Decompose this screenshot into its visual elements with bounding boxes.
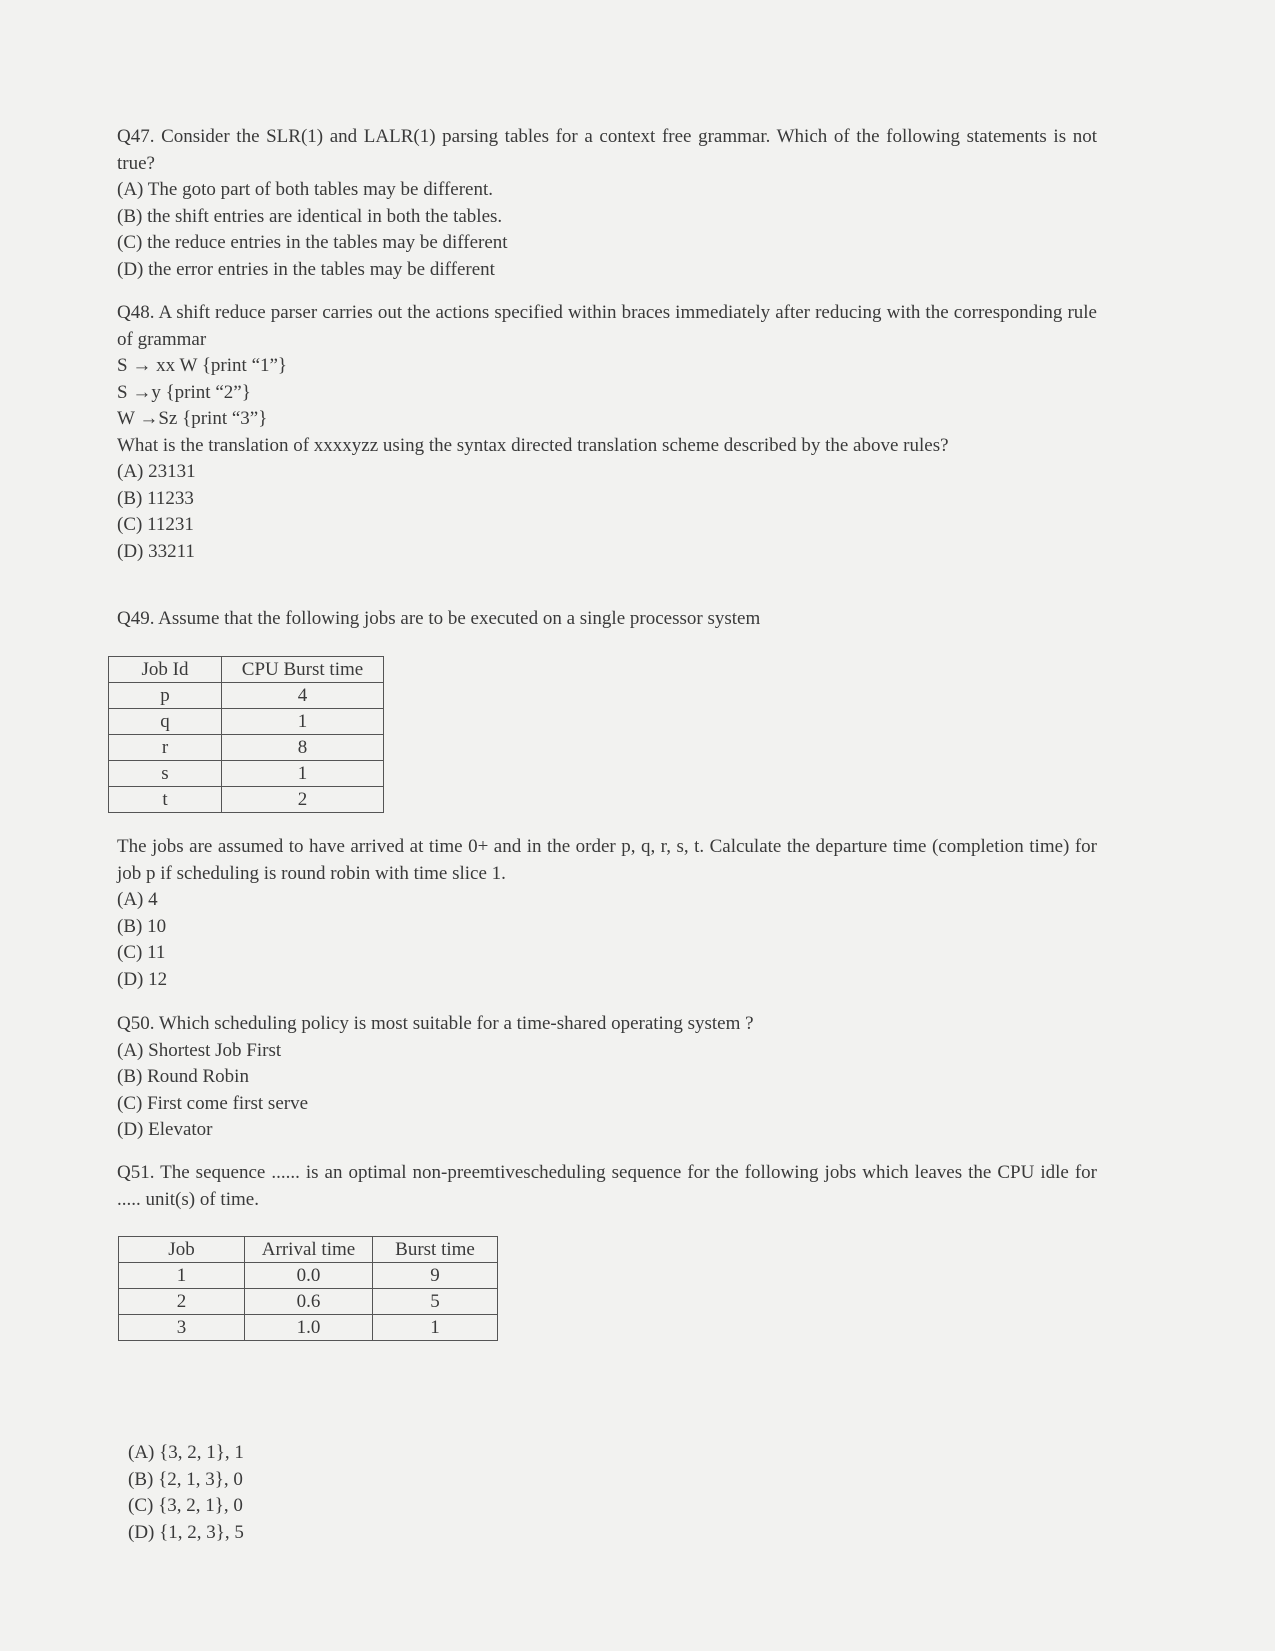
option-b: (B) the shift entries are identical in both the tables. bbox=[117, 205, 503, 227]
job-table bbox=[108, 656, 384, 813]
table-row bbox=[109, 683, 384, 709]
table-cell: 0.6 bbox=[245, 1289, 373, 1315]
table-cell: 1 bbox=[222, 761, 384, 787]
table-row bbox=[109, 735, 384, 761]
question-stem: Q47. Consider the SLR(1) and LALR(1) parsing tables for a context free grammar. Which of the following statements is not true? bbox=[117, 126, 1097, 174]
question-51-stem bbox=[117, 1160, 1097, 1213]
table-cell: r bbox=[109, 735, 222, 761]
table-row bbox=[119, 1289, 498, 1315]
question-50 bbox=[117, 1011, 1097, 1144]
table-cell: p bbox=[109, 683, 222, 709]
question-stem: Q48. A shift reduce parser carries out the actions specified within braces immediately after reducing with the corresponding rule of grammar bbox=[117, 302, 1097, 350]
table-cell: 1 bbox=[119, 1263, 245, 1289]
table-cell: s bbox=[109, 761, 222, 787]
grammar-rule: S →y {print “2”} bbox=[117, 381, 251, 403]
option-a: (A) 23131 bbox=[117, 461, 196, 482]
column-header: Job Id bbox=[109, 657, 222, 683]
question-stem: Q50. Which scheduling policy is most suitable for a time-shared operating system ? bbox=[117, 1013, 754, 1034]
option-a: (A) {3, 2, 1}, 1 bbox=[128, 1442, 244, 1463]
table-row bbox=[109, 709, 384, 735]
table-cell: q bbox=[109, 709, 222, 735]
option-b: (B) {2, 1, 3}, 0 bbox=[128, 1468, 243, 1490]
question-49-body bbox=[117, 834, 1097, 993]
question-text: The jobs are assumed to have arrived at time 0+ and in the order p, q, r, s, t. Calculate the departure time (completion time) for job p if scheduling is round robin with time slice 1. bbox=[117, 836, 1097, 884]
option-a: (A) 4 bbox=[117, 889, 158, 910]
question-49-stem bbox=[117, 606, 1097, 633]
table-cell: 1 bbox=[222, 709, 384, 735]
option-b: (B) 10 bbox=[117, 915, 167, 937]
question-stem: Q49. Assume that the following jobs are to be executed on a single processor system bbox=[117, 608, 761, 629]
option-c: (C) 11 bbox=[117, 942, 166, 963]
table-header-row bbox=[109, 657, 384, 683]
question-47 bbox=[117, 124, 1097, 283]
option-b: (B) Round Robin bbox=[117, 1066, 249, 1087]
question-text: What is the translation of xxxxyzz using the syntax directed translation scheme described by the above rules? bbox=[117, 434, 949, 456]
table-header-row bbox=[119, 1237, 498, 1263]
table-row bbox=[109, 787, 384, 813]
option-b: (B) 11233 bbox=[117, 487, 194, 509]
job-arrival-table bbox=[118, 1236, 498, 1341]
option-a: (A) Shortest Job First bbox=[117, 1039, 282, 1061]
column-header: Job bbox=[119, 1237, 245, 1263]
table-row bbox=[119, 1263, 498, 1289]
question-51-options bbox=[128, 1440, 1108, 1546]
option-d: (D) {1, 2, 3}, 5 bbox=[128, 1521, 244, 1543]
table-cell: 3 bbox=[119, 1315, 245, 1341]
table-row bbox=[109, 761, 384, 787]
question-48 bbox=[117, 300, 1097, 565]
column-header: Arrival time bbox=[245, 1237, 373, 1263]
table-cell: 1.0 bbox=[245, 1315, 373, 1341]
table-cell: 4 bbox=[222, 683, 384, 709]
grammar-rule: S → xx W {print “1”} bbox=[117, 355, 288, 376]
option-a: (A) The goto part of both tables may be different. bbox=[117, 179, 494, 200]
option-c: (C) the reduce entries in the tables may be different bbox=[117, 232, 508, 253]
question-stem: Q51. The sequence ...... is an optimal non-preemtivescheduling sequence for the following jobs which leaves the CPU idle for ..... unit(s) of time. bbox=[117, 1162, 1097, 1210]
grammar-rule: W →Sz {print “3”} bbox=[117, 408, 268, 429]
table-cell: 2 bbox=[222, 787, 384, 813]
table-cell: 8 bbox=[222, 735, 384, 761]
column-header: Burst time bbox=[373, 1237, 498, 1263]
option-d: (D) 12 bbox=[117, 968, 168, 990]
table-cell: 9 bbox=[373, 1263, 498, 1289]
option-c: (C) First come first serve bbox=[117, 1092, 309, 1114]
option-d: (D) 33211 bbox=[117, 540, 195, 562]
table-cell: 2 bbox=[119, 1289, 245, 1315]
option-d: (D) the error entries in the tables may be different bbox=[117, 258, 495, 280]
table-cell: t bbox=[109, 787, 222, 813]
option-d: (D) Elevator bbox=[117, 1119, 213, 1140]
column-header: CPU Burst time bbox=[222, 657, 384, 683]
table-cell: 5 bbox=[373, 1289, 498, 1315]
option-c: (C) {3, 2, 1}, 0 bbox=[128, 1495, 243, 1516]
option-c: (C) 11231 bbox=[117, 514, 194, 535]
table-cell: 1 bbox=[373, 1315, 498, 1341]
table-row bbox=[119, 1315, 498, 1341]
table-cell: 0.0 bbox=[245, 1263, 373, 1289]
